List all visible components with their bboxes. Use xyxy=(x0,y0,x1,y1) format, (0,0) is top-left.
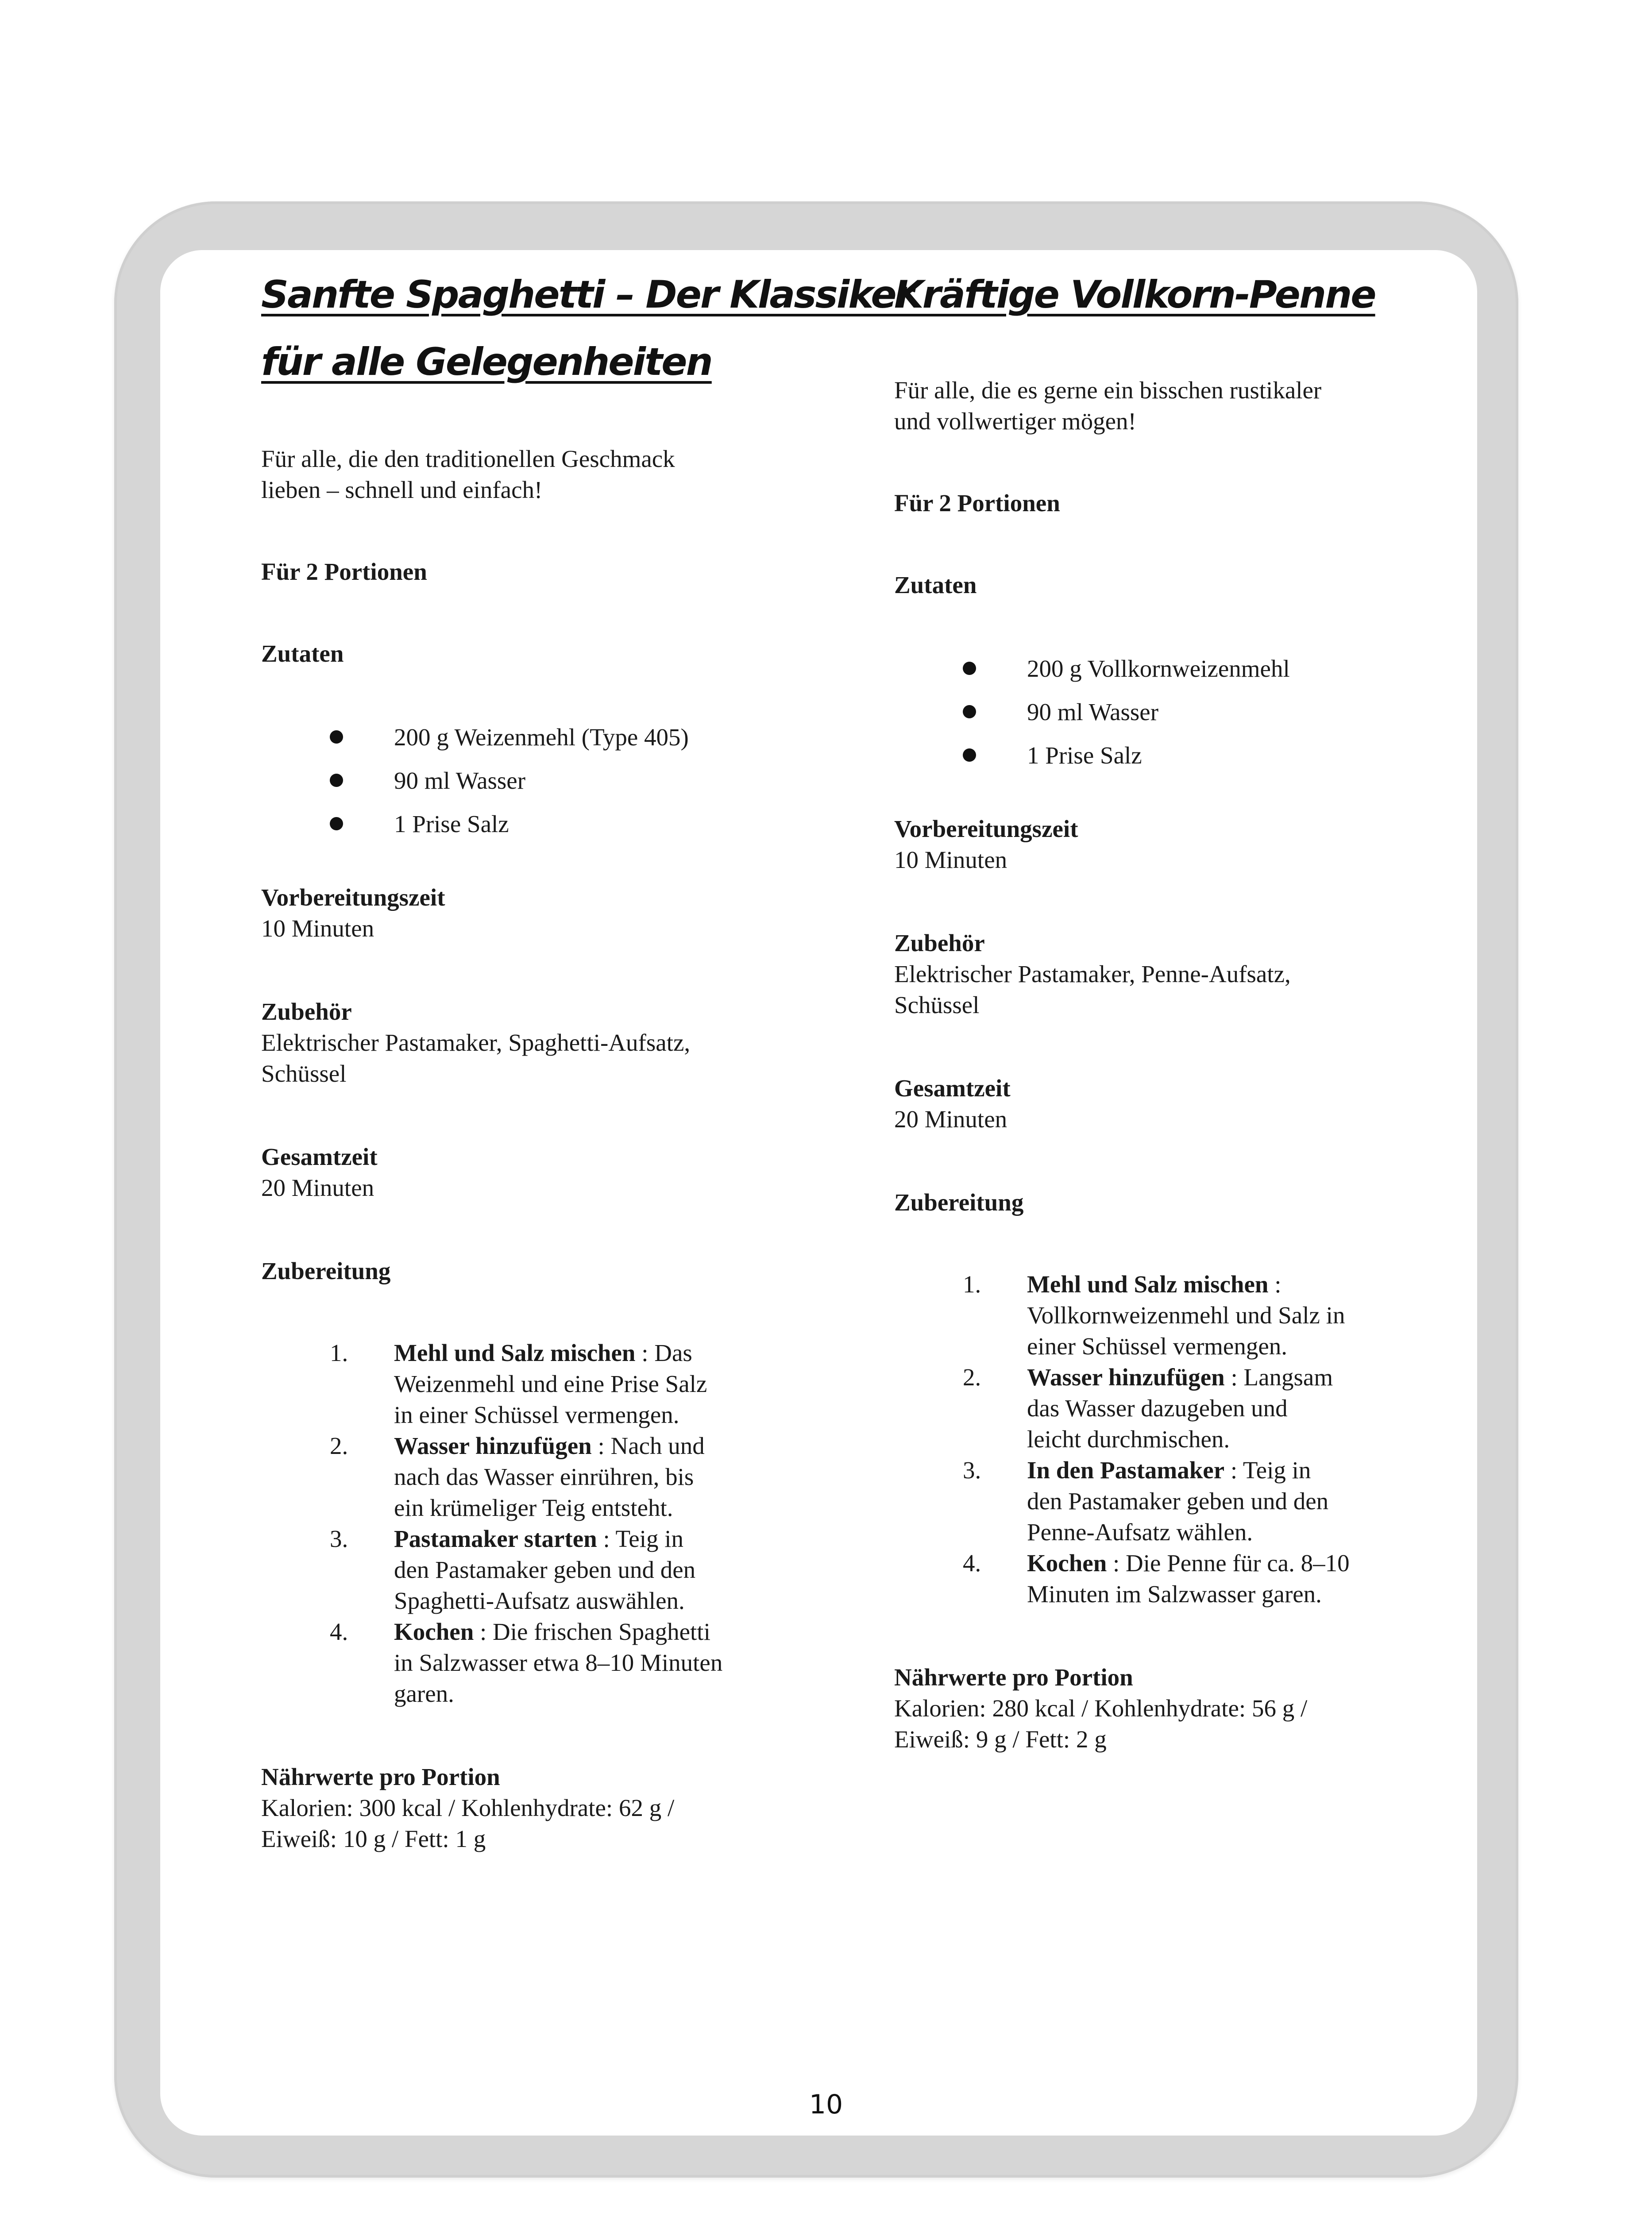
total-value: 20 Minuten xyxy=(894,1106,1007,1133)
equipment-value: Elektrischer Pastamaker, Spaghetti-Aufsatz, Schüssel xyxy=(261,1029,691,1087)
total-value: 20 Minuten xyxy=(261,1174,374,1201)
servings: Für 2 Portionen xyxy=(894,490,1060,517)
nutrition-value: Kalorien: 300 kcal / Kohlenhydrate: 62 g / Eiweiß: 10 g / Fett: 1 g xyxy=(261,1794,675,1852)
bullet-icon xyxy=(330,730,343,744)
equipment-heading: Zubehör xyxy=(261,998,352,1025)
nutrition-heading: Nährwerte pro Portion xyxy=(261,1763,500,1790)
equipment-value: Elektrischer Pastamaker, Penne-Aufsatz, Schüssel xyxy=(894,960,1291,1018)
recipe-intro: Für alle, die den traditionellen Geschmack lieben – schnell und einfach! xyxy=(261,445,675,503)
recipe-intro: Für alle, die es gerne ein bisschen rustikaler und vollwertiger mögen! xyxy=(894,377,1322,435)
ingredients-heading: Zutaten xyxy=(261,640,344,667)
recipe-title: Sanfte Spaghetti – Der Klassiker für alle Gelegenheiten xyxy=(261,273,913,384)
list-item: 90 ml Wasser xyxy=(261,759,792,802)
total-heading: Gesamtzeit xyxy=(261,1143,378,1170)
method-steps xyxy=(894,1269,1425,1610)
step-item: 2. Wasser hinzufügen : Nach und nach das Wasser einrühren, bis ein krümeliger Teig entsteht. xyxy=(330,1432,705,1521)
method-heading: Zubereitung xyxy=(261,1257,391,1284)
list-item: 200 g Weizenmehl (Type 405) xyxy=(261,716,792,759)
bullet-icon xyxy=(963,705,976,718)
step-item: 3. Pastamaker starten : Teig in den Pastamaker geben und den Spaghetti-Aufsatz auswählen. xyxy=(330,1525,696,1614)
step-item: 4. Kochen : Die frischen Spaghetti in Salzwasser etwa 8–10 Minuten garen. xyxy=(330,1618,723,1707)
prep-heading: Vorbereitungszeit xyxy=(261,884,445,911)
recipe-spaghetti xyxy=(261,261,913,1854)
ingredients-list xyxy=(894,647,1425,777)
total-heading: Gesamtzeit xyxy=(894,1075,1011,1102)
bullet-icon xyxy=(963,662,976,675)
method-steps xyxy=(261,1338,792,1709)
method-heading: Zubereitung xyxy=(894,1189,1024,1216)
list-item: 1 Prise Salz xyxy=(261,802,792,846)
step-item: 3. In den Pastamaker : Teig in den Pastamaker geben und den Penne-Aufsatz wählen. xyxy=(963,1457,1329,1546)
step-item: 4. Kochen : Die Penne für ca. 8–10 Minuten im Salzwasser garen. xyxy=(963,1550,1350,1608)
ingredients-list xyxy=(261,716,792,846)
step-item: 1. Mehl und Salz mischen : Vollkornweizenmehl und Salz in einer Schüssel vermengen. xyxy=(963,1271,1345,1360)
ingredients-heading: Zutaten xyxy=(894,571,977,598)
recipe-title: Kräftige Vollkorn-Penne xyxy=(894,273,1375,317)
servings: Für 2 Portionen xyxy=(261,558,427,585)
equipment-heading: Zubehör xyxy=(894,929,985,956)
bullet-icon xyxy=(330,817,343,830)
prep-value: 10 Minuten xyxy=(894,846,1007,873)
list-item: 200 g Vollkornweizenmehl xyxy=(894,647,1425,690)
recipe-penne xyxy=(894,261,1425,1755)
list-item: 1 Prise Salz xyxy=(894,734,1425,777)
prep-value: 10 Minuten xyxy=(261,915,374,942)
nutrition-heading: Nährwerte pro Portion xyxy=(894,1664,1133,1691)
step-item: 2. Wasser hinzufügen : Langsam das Wasser dazugeben und leicht durchmischen. xyxy=(963,1364,1333,1453)
bullet-icon xyxy=(330,774,343,787)
list-item: 90 ml Wasser xyxy=(894,690,1425,734)
bullet-icon xyxy=(963,748,976,762)
nutrition-value: Kalorien: 280 kcal / Kohlenhydrate: 56 g / Eiweiß: 9 g / Fett: 2 g xyxy=(894,1695,1308,1753)
step-item: 1. Mehl und Salz mischen : Das Weizenmehl und eine Prise Salz in einer Schüssel vermengen. xyxy=(330,1339,707,1428)
page-number: 10 xyxy=(809,2089,843,2120)
prep-heading: Vorbereitungszeit xyxy=(894,815,1078,842)
